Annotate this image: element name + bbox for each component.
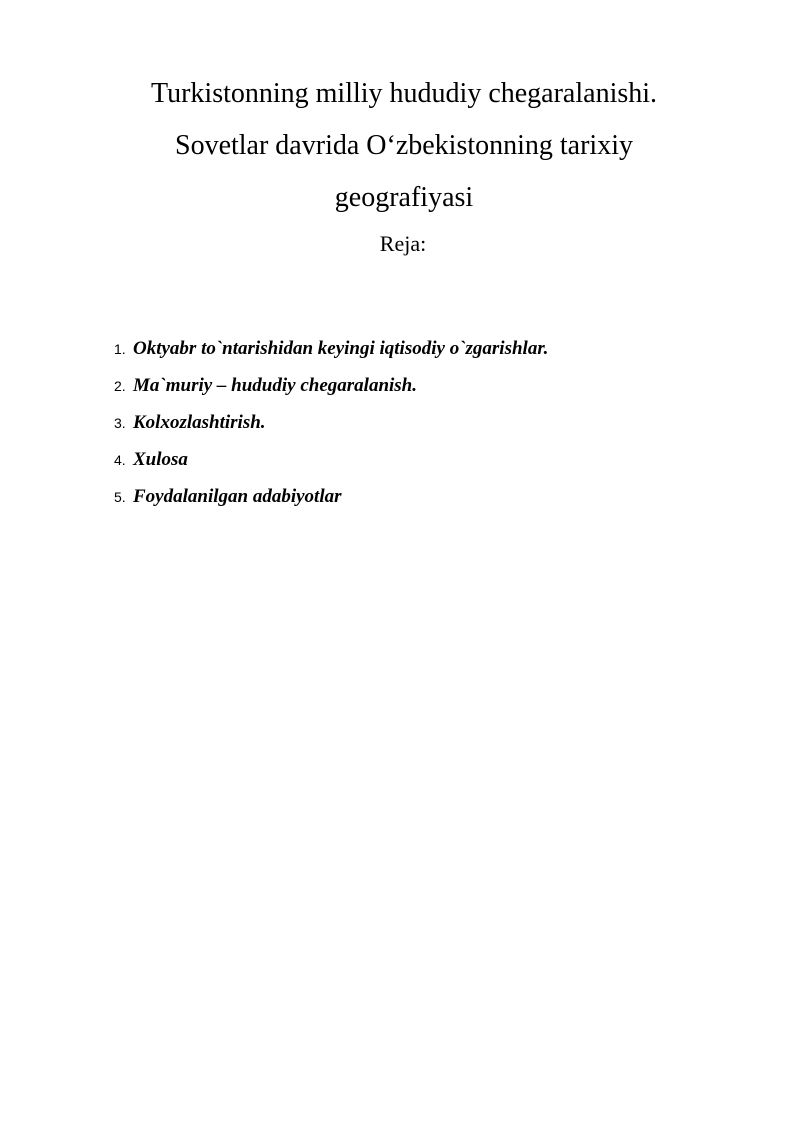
list-item-number: 2. [114, 378, 126, 394]
list-item-text: Foydalanilgan adabiyotlar [133, 486, 342, 507]
title-line-1: Turkistonning milliy hududiy chegaralanishi. [150, 78, 658, 109]
list-item-number: 4. [114, 452, 126, 468]
list-item-text: Ma`muriy – hududiy chegaralanish. [133, 375, 417, 396]
document-title [90, 68, 718, 224]
list-item-number: 5. [114, 489, 126, 505]
list-item [114, 371, 548, 408]
list-item [114, 334, 548, 371]
list-item [114, 445, 548, 482]
list-item-number: 3. [114, 415, 126, 431]
title-line-2: Sovetlar davrida O‘zbekistonning tarixiy [175, 130, 633, 161]
plan-list [114, 334, 548, 519]
title-line-3: geografiyasi [334, 182, 474, 213]
list-item-text: Oktyabr to`ntarishidan keyingi iqtisodiy o`zgarishlar. [133, 338, 549, 359]
list-item-text: Xulosa [133, 449, 188, 470]
list-item-number: 1. [114, 341, 126, 357]
list-item [114, 408, 548, 445]
list-item-text: Kolxozlashtirish. [133, 412, 266, 433]
list-item [114, 482, 548, 519]
plan-heading: Reja: [379, 231, 427, 256]
